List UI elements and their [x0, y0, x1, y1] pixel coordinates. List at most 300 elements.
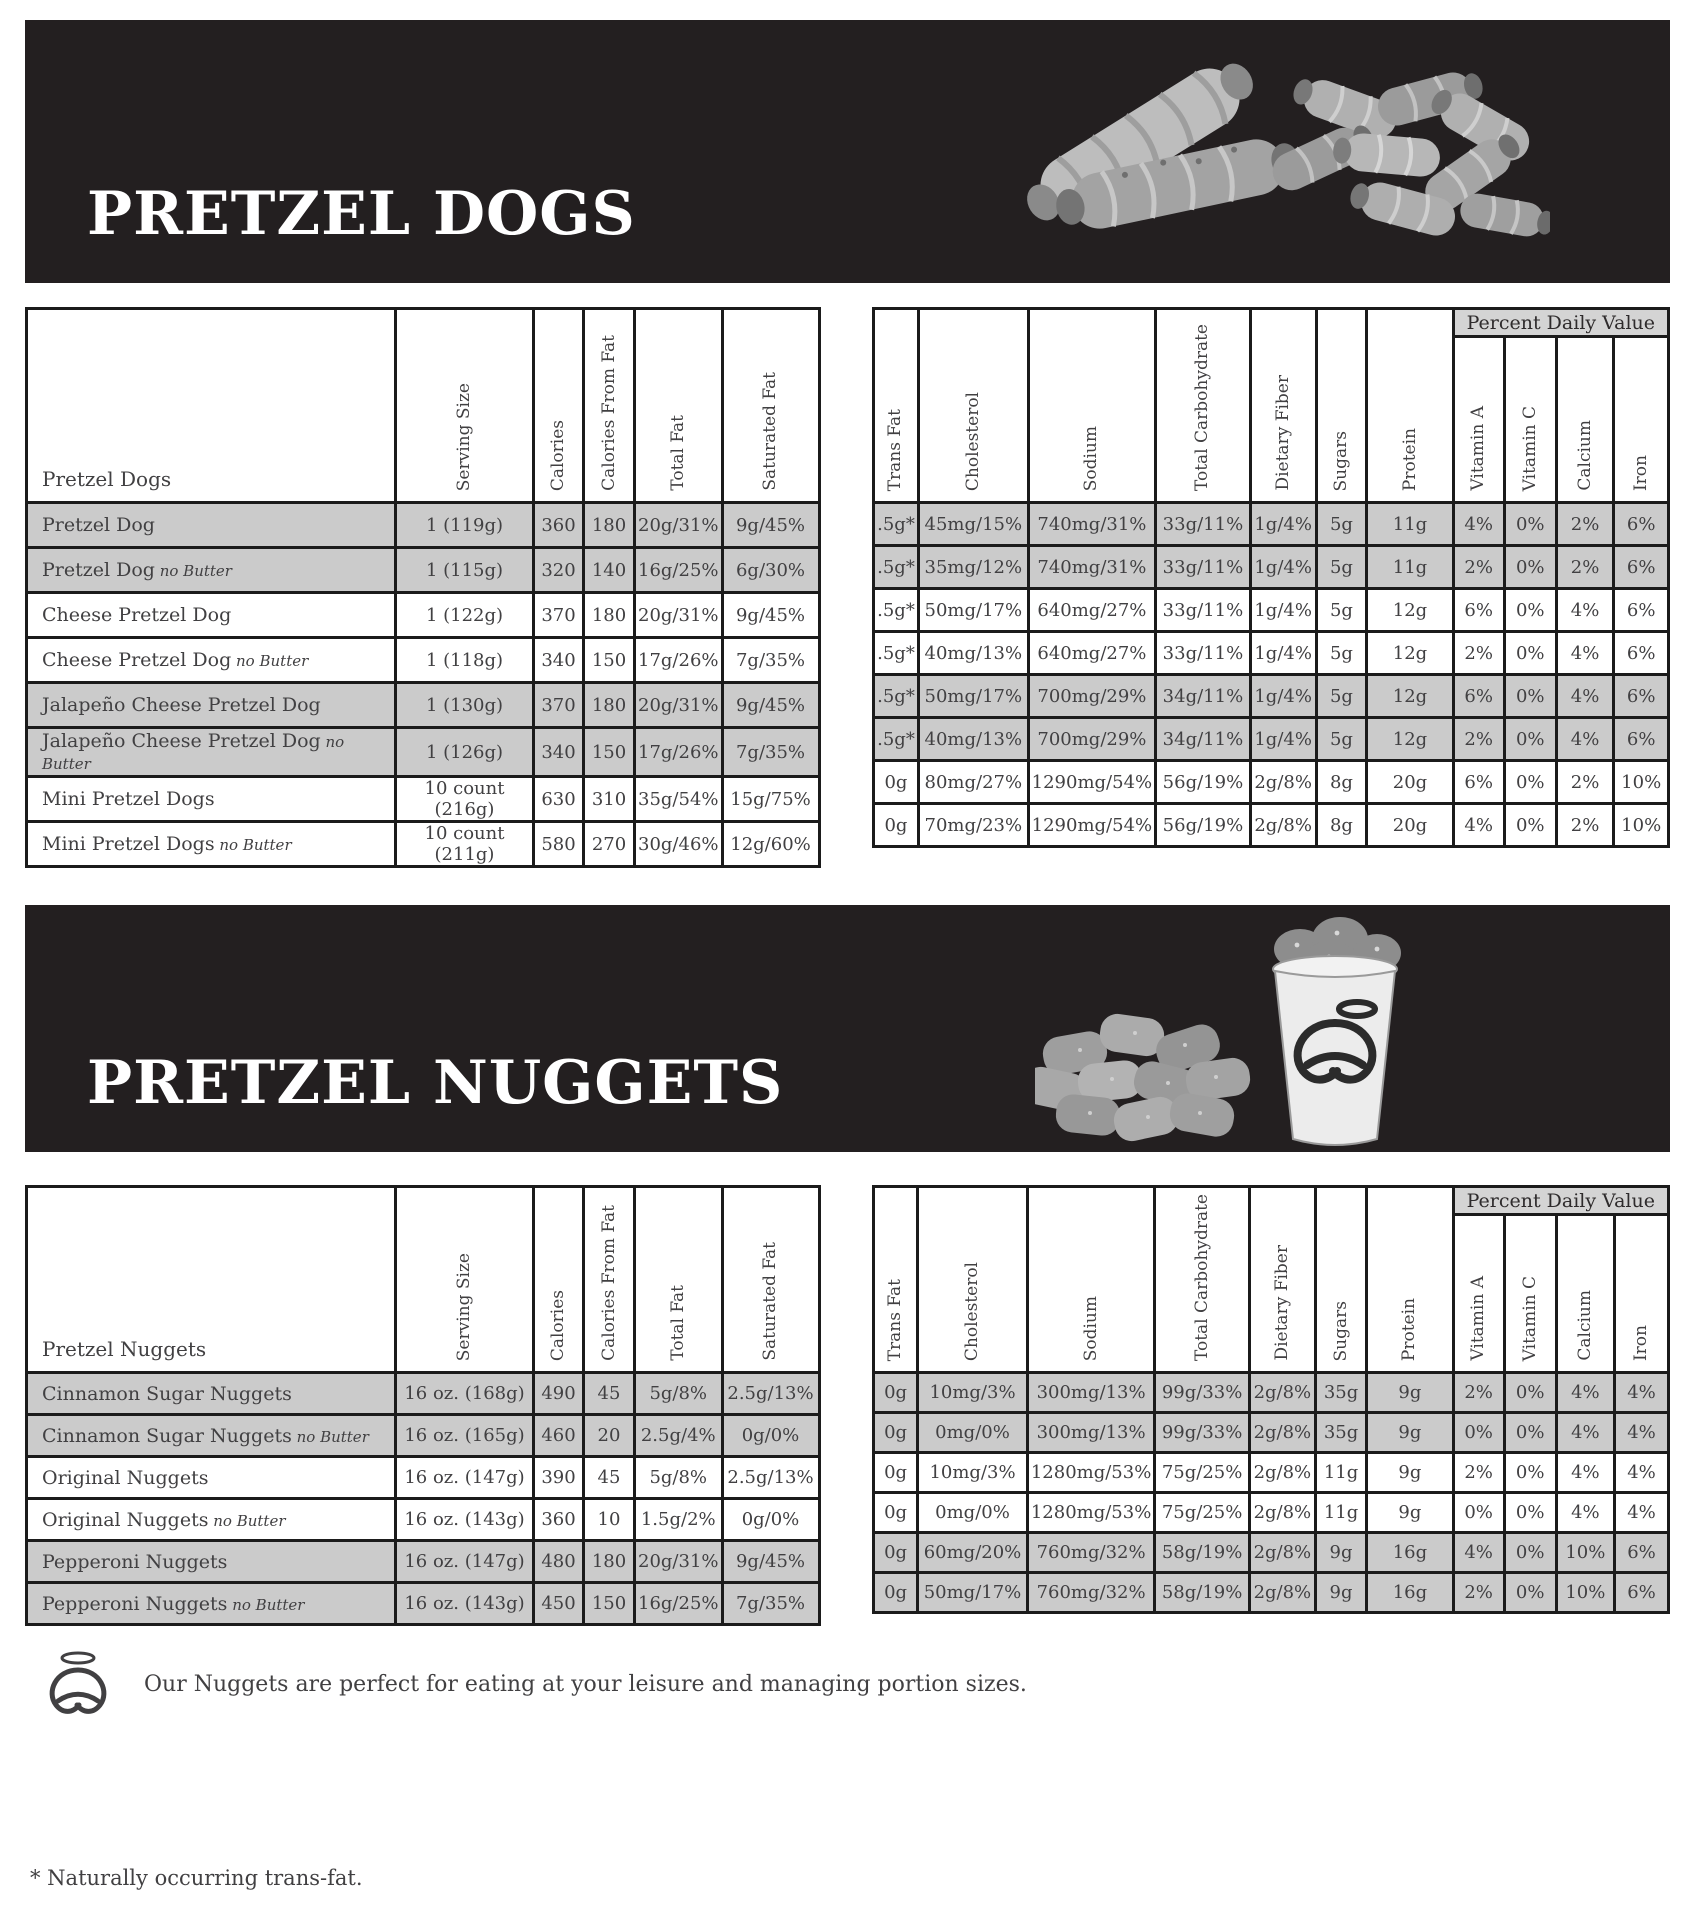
value-cell: 33g/11%: [1156, 503, 1251, 546]
table-row: [874, 632, 1669, 675]
row-name: Mini Pretzel Dogs: [27, 777, 396, 822]
table-row: [874, 1573, 1669, 1613]
value-cell: 300mg/13%: [1027, 1373, 1154, 1413]
value-cell: 480: [534, 1541, 584, 1583]
value-cell: 1g/4%: [1250, 503, 1316, 546]
value-cell: 16 oz. (143g): [396, 1583, 534, 1625]
value-cell: 20g: [1367, 804, 1453, 847]
col-serving-size: Serving Size: [396, 1187, 534, 1373]
value-cell: 2g/8%: [1249, 1493, 1315, 1533]
value-cell: 5g/8%: [635, 1457, 723, 1499]
row-name: Original Nuggets no Butter: [27, 1499, 396, 1541]
col-cholesterol: Cholesterol: [918, 1187, 1028, 1373]
table-row: [27, 1373, 820, 1415]
value-cell: 58g/19%: [1155, 1573, 1250, 1613]
value-cell: 580: [534, 822, 584, 867]
pretzel-dogs-banner: [25, 20, 1670, 283]
value-cell: 0%: [1504, 632, 1556, 675]
value-cell: 2%: [1556, 546, 1614, 589]
value-cell: 10mg/3%: [918, 1453, 1028, 1493]
value-cell: 0mg/0%: [918, 1413, 1028, 1453]
table-row: [874, 718, 1669, 761]
value-cell: 9g/45%: [722, 1541, 819, 1583]
value-cell: 11g: [1367, 503, 1453, 546]
row-name: Pretzel Dog: [27, 503, 396, 548]
row-name: Pepperoni Nuggets: [27, 1541, 396, 1583]
value-cell: 1 (126g): [396, 728, 534, 777]
value-cell: .5g*: [874, 589, 919, 632]
value-cell: 20g/31%: [635, 683, 723, 728]
value-cell: 20: [584, 1415, 635, 1457]
value-cell: 640mg/27%: [1028, 632, 1155, 675]
value-cell: 75g/25%: [1155, 1453, 1250, 1493]
value-cell: 45: [584, 1457, 635, 1499]
value-cell: 10%: [1556, 1533, 1614, 1573]
row-name: Cheese Pretzel Dog: [27, 593, 396, 638]
table-row: [27, 822, 820, 867]
value-cell: 1280mg/53%: [1027, 1493, 1154, 1533]
value-cell: 1290mg/54%: [1028, 761, 1155, 804]
pretzel-dogs-photo: [1010, 42, 1550, 262]
value-cell: 33g/11%: [1156, 632, 1251, 675]
value-cell: 2g/8%: [1249, 1373, 1315, 1413]
value-cell: 4%: [1556, 1373, 1614, 1413]
value-cell: 5g: [1316, 546, 1367, 589]
value-cell: 0g: [874, 1533, 918, 1573]
value-cell: 4%: [1615, 1493, 1669, 1533]
value-cell: 0%: [1504, 761, 1556, 804]
value-cell: 1g/4%: [1250, 718, 1316, 761]
value-cell: .5g*: [874, 718, 919, 761]
value-cell: 16 oz. (147g): [396, 1541, 534, 1583]
table-row: [27, 638, 820, 683]
value-cell: 6%: [1614, 718, 1669, 761]
nuggets-right-table: [872, 1185, 1670, 1614]
value-cell: 1g/4%: [1250, 589, 1316, 632]
value-cell: 20g/31%: [635, 503, 723, 548]
value-cell: 0%: [1504, 1573, 1556, 1613]
value-cell: 6%: [1615, 1533, 1669, 1573]
value-cell: 180: [584, 1541, 635, 1583]
value-cell: 1290mg/54%: [1028, 804, 1155, 847]
value-cell: 0g: [874, 1573, 918, 1613]
row-name: Cinnamon Sugar Nuggets no Butter: [27, 1415, 396, 1457]
value-cell: 1g/4%: [1250, 546, 1316, 589]
table-row: [874, 675, 1669, 718]
value-cell: 34g/11%: [1156, 718, 1251, 761]
value-cell: 10 count (211g): [396, 822, 534, 867]
col-trans-fat: Trans Fat: [874, 1187, 918, 1373]
value-cell: .5g*: [874, 632, 919, 675]
value-cell: 5g: [1316, 718, 1367, 761]
value-cell: 700mg/29%: [1028, 718, 1155, 761]
value-cell: 0g: [874, 1453, 918, 1493]
table-label: Pretzel Dogs: [27, 309, 396, 503]
row-name: Pretzel Dog no Butter: [27, 548, 396, 593]
table-row: [27, 728, 820, 777]
value-cell: 0%: [1504, 1373, 1556, 1413]
value-cell: 30g/46%: [635, 822, 723, 867]
nuggets-note-text: Our Nuggets are perfect for eating at your leisure and managing portion sizes.: [144, 1671, 1027, 1697]
value-cell: 1 (122g): [396, 593, 534, 638]
value-cell: 20g: [1367, 761, 1453, 804]
value-cell: 9g: [1367, 1413, 1453, 1453]
table-row: [27, 1499, 820, 1541]
value-cell: 0g: [874, 804, 919, 847]
table-row: [874, 546, 1669, 589]
value-cell: 1 (119g): [396, 503, 534, 548]
value-cell: 16g: [1367, 1533, 1453, 1573]
table-row: [27, 548, 820, 593]
value-cell: 2%: [1453, 1573, 1504, 1613]
value-cell: 300mg/13%: [1027, 1413, 1154, 1453]
value-cell: 2%: [1556, 761, 1614, 804]
value-cell: 270: [584, 822, 635, 867]
value-cell: 17g/26%: [635, 638, 723, 683]
value-cell: 0%: [1504, 589, 1556, 632]
trans-fat-footnote: * Naturally occurring trans-fat.: [30, 1866, 363, 1890]
value-cell: 5g: [1316, 675, 1367, 718]
value-cell: 2g/8%: [1249, 1533, 1315, 1573]
value-cell: 0mg/0%: [918, 1493, 1028, 1533]
col-dietary-fiber: Dietary Fiber: [1249, 1187, 1315, 1373]
value-cell: 2g/8%: [1250, 804, 1316, 847]
header-row: [874, 1187, 1669, 1215]
value-cell: 2%: [1556, 804, 1614, 847]
percent-daily-value-header: Percent Daily Value: [1453, 1187, 1668, 1215]
value-cell: 11g: [1315, 1493, 1366, 1533]
value-cell: 180: [584, 503, 635, 548]
col-sodium: Sodium: [1028, 309, 1155, 503]
value-cell: 9g/45%: [722, 503, 819, 548]
value-cell: 5g: [1316, 632, 1367, 675]
value-cell: 4%: [1556, 1493, 1614, 1533]
value-cell: 340: [534, 638, 584, 683]
value-cell: 1.5g/2%: [635, 1499, 723, 1541]
table-row: [874, 1533, 1669, 1573]
col-trans-fat: Trans Fat: [874, 309, 919, 503]
nuggets-tables: [25, 1185, 1670, 1615]
table-row: [874, 1453, 1669, 1493]
value-cell: 33g/11%: [1156, 589, 1251, 632]
value-cell: 56g/19%: [1156, 804, 1251, 847]
col-total-fat: Total Fat: [635, 1187, 723, 1373]
value-cell: 8g: [1316, 804, 1367, 847]
value-cell: 1280mg/53%: [1027, 1453, 1154, 1493]
col-vitamin-a: Vitamin A: [1453, 337, 1504, 503]
value-cell: 4%: [1556, 632, 1614, 675]
value-cell: 4%: [1453, 1533, 1504, 1573]
value-cell: 7g/35%: [722, 1583, 819, 1625]
value-cell: 11g: [1367, 546, 1453, 589]
value-cell: 60mg/20%: [918, 1533, 1028, 1573]
value-cell: 16g: [1367, 1573, 1453, 1613]
value-cell: 40mg/13%: [918, 632, 1028, 675]
value-cell: 11g: [1315, 1453, 1366, 1493]
value-cell: .5g*: [874, 675, 919, 718]
table-row: [27, 1541, 820, 1583]
value-cell: 16 oz. (143g): [396, 1499, 534, 1541]
value-cell: 2%: [1453, 632, 1504, 675]
table-label: Pretzel Nuggets: [27, 1187, 396, 1373]
row-name: Cheese Pretzel Dog no Butter: [27, 638, 396, 683]
value-cell: 7g/35%: [722, 728, 819, 777]
value-cell: 0%: [1504, 503, 1556, 546]
value-cell: 6%: [1614, 589, 1669, 632]
value-cell: 50mg/17%: [918, 675, 1028, 718]
value-cell: 2g/8%: [1249, 1453, 1315, 1493]
table-row: [27, 503, 820, 548]
value-cell: 75g/25%: [1155, 1493, 1250, 1533]
value-cell: 9g: [1367, 1453, 1453, 1493]
value-cell: 5g: [1316, 503, 1367, 546]
header-row: [874, 309, 1669, 337]
table-row: [27, 1415, 820, 1457]
col-total-fat: Total Fat: [635, 309, 723, 503]
value-cell: 9g: [1315, 1533, 1366, 1573]
value-cell: 390: [534, 1457, 584, 1499]
value-cell: 5g: [1316, 589, 1367, 632]
value-cell: 8g: [1316, 761, 1367, 804]
value-cell: 0g/0%: [722, 1499, 819, 1541]
value-cell: 0g: [874, 1373, 918, 1413]
value-cell: 16g/25%: [635, 548, 723, 593]
value-cell: 7g/35%: [722, 638, 819, 683]
col-sodium: Sodium: [1027, 1187, 1154, 1373]
value-cell: 760mg/32%: [1027, 1573, 1154, 1613]
value-cell: 0g/0%: [722, 1415, 819, 1457]
col-saturated-fat: Saturated Fat: [722, 1187, 819, 1373]
value-cell: 0%: [1504, 718, 1556, 761]
value-cell: 16 oz. (147g): [396, 1457, 534, 1499]
table-row: [27, 683, 820, 728]
nuggets-note: [40, 1648, 1027, 1720]
value-cell: 0%: [1453, 1493, 1504, 1533]
col-vitamin-a: Vitamin A: [1453, 1215, 1504, 1373]
table-row: [27, 1583, 820, 1625]
col-vitamin-c: Vitamin C: [1504, 1215, 1556, 1373]
value-cell: 33g/11%: [1156, 546, 1251, 589]
pretzel-nuggets-banner: [25, 905, 1670, 1152]
col-calories: Calories: [534, 309, 584, 503]
row-name: Pepperoni Nuggets no Butter: [27, 1583, 396, 1625]
section-title-dogs: PRETZEL DOGS: [87, 179, 636, 249]
percent-daily-value-header: Percent Daily Value: [1453, 309, 1668, 337]
table-row: [874, 589, 1669, 632]
value-cell: 58g/19%: [1155, 1533, 1250, 1573]
value-cell: 9g: [1367, 1373, 1453, 1413]
col-calories: Calories: [534, 1187, 584, 1373]
table-row: [874, 804, 1669, 847]
value-cell: 35g: [1315, 1373, 1366, 1413]
value-cell: 4%: [1556, 589, 1614, 632]
value-cell: 50mg/17%: [918, 1573, 1028, 1613]
col-calories-from-fat: Calories From Fat: [584, 1187, 635, 1373]
value-cell: 6%: [1614, 632, 1669, 675]
table-row: [874, 1493, 1669, 1533]
value-cell: 2%: [1453, 1373, 1504, 1413]
value-cell: 9g: [1367, 1493, 1453, 1533]
value-cell: 180: [584, 593, 635, 638]
col-vitamin-c: Vitamin C: [1504, 337, 1556, 503]
value-cell: 4%: [1556, 675, 1614, 718]
value-cell: 15g/75%: [722, 777, 819, 822]
value-cell: 450: [534, 1583, 584, 1625]
col-dietary-fiber: Dietary Fiber: [1250, 309, 1316, 503]
value-cell: 2g/8%: [1250, 761, 1316, 804]
col-total-carbohydrate: Total Carbohydrate: [1156, 309, 1251, 503]
pretzel-nuggets-photo: [1035, 905, 1455, 1152]
value-cell: 12g: [1367, 589, 1453, 632]
value-cell: 700mg/29%: [1028, 675, 1155, 718]
col-calcium: Calcium: [1556, 337, 1614, 503]
col-serving-size: Serving Size: [396, 309, 534, 503]
row-name: Jalapeño Cheese Pretzel Dog: [27, 683, 396, 728]
col-calcium: Calcium: [1556, 1215, 1614, 1373]
value-cell: 5g/8%: [635, 1373, 723, 1415]
value-cell: 20g/31%: [635, 593, 723, 638]
value-cell: 12g/60%: [722, 822, 819, 867]
value-cell: 12g: [1367, 632, 1453, 675]
value-cell: 10%: [1556, 1573, 1614, 1613]
value-cell: 6%: [1614, 546, 1669, 589]
value-cell: 40mg/13%: [918, 718, 1028, 761]
value-cell: 150: [584, 638, 635, 683]
col-sugars: Sugars: [1315, 1187, 1366, 1373]
value-cell: 360: [534, 503, 584, 548]
value-cell: 45mg/15%: [918, 503, 1028, 546]
col-sugars: Sugars: [1316, 309, 1367, 503]
value-cell: 150: [584, 1583, 635, 1625]
row-name: Mini Pretzel Dogs no Butter: [27, 822, 396, 867]
value-cell: 20g/31%: [635, 1541, 723, 1583]
value-cell: 2%: [1453, 718, 1504, 761]
value-cell: 360: [534, 1499, 584, 1541]
value-cell: 70mg/23%: [918, 804, 1028, 847]
value-cell: 370: [534, 683, 584, 728]
value-cell: 10mg/3%: [918, 1373, 1028, 1413]
value-cell: 4%: [1556, 1413, 1614, 1453]
value-cell: 340: [534, 728, 584, 777]
value-cell: 12g: [1367, 675, 1453, 718]
col-iron: Iron: [1614, 337, 1669, 503]
value-cell: 4%: [1556, 1453, 1614, 1493]
dogs-tables: [25, 307, 1670, 865]
value-cell: 10: [584, 1499, 635, 1541]
value-cell: 740mg/31%: [1028, 503, 1155, 546]
value-cell: 0g: [874, 1413, 918, 1453]
value-cell: 140: [584, 548, 635, 593]
table-row: [27, 777, 820, 822]
row-name: Cinnamon Sugar Nuggets: [27, 1373, 396, 1415]
section-title-nuggets: PRETZEL NUGGETS: [87, 1048, 784, 1118]
value-cell: 99g/33%: [1155, 1413, 1250, 1453]
col-iron: Iron: [1615, 1215, 1669, 1373]
table-row: [27, 1457, 820, 1499]
value-cell: 6g/30%: [722, 548, 819, 593]
value-cell: 16 oz. (168g): [396, 1373, 534, 1415]
value-cell: .5g*: [874, 546, 919, 589]
value-cell: 6%: [1614, 675, 1669, 718]
col-total-carbohydrate: Total Carbohydrate: [1155, 1187, 1250, 1373]
value-cell: 6%: [1614, 503, 1669, 546]
value-cell: 9g/45%: [722, 593, 819, 638]
value-cell: 2%: [1556, 503, 1614, 546]
value-cell: 12g: [1367, 718, 1453, 761]
value-cell: 16g/25%: [635, 1583, 723, 1625]
value-cell: 16 oz. (165g): [396, 1415, 534, 1457]
value-cell: 2.5g/4%: [635, 1415, 723, 1457]
col-cholesterol: Cholesterol: [918, 309, 1028, 503]
col-protein: Protein: [1367, 1187, 1453, 1373]
value-cell: 2.5g/13%: [722, 1457, 819, 1499]
value-cell: 0%: [1453, 1413, 1504, 1453]
value-cell: .5g*: [874, 503, 919, 546]
value-cell: 1g/4%: [1250, 675, 1316, 718]
row-name: Jalapeño Cheese Pretzel Dog no Butter: [27, 728, 396, 777]
value-cell: 2g/8%: [1249, 1573, 1315, 1613]
value-cell: 1g/4%: [1250, 632, 1316, 675]
value-cell: 0%: [1504, 675, 1556, 718]
value-cell: 10 count (216g): [396, 777, 534, 822]
value-cell: 0%: [1504, 1533, 1556, 1573]
value-cell: 0%: [1504, 804, 1556, 847]
value-cell: 370: [534, 593, 584, 638]
pretzel-halo-icon: [40, 1648, 116, 1720]
value-cell: 1 (118g): [396, 638, 534, 683]
value-cell: 4%: [1615, 1413, 1669, 1453]
table-row: [874, 761, 1669, 804]
value-cell: 310: [584, 777, 635, 822]
value-cell: 35g/54%: [635, 777, 723, 822]
value-cell: 99g/33%: [1155, 1373, 1250, 1413]
value-cell: 2%: [1453, 546, 1504, 589]
value-cell: 320: [534, 548, 584, 593]
value-cell: 50mg/17%: [918, 589, 1028, 632]
value-cell: 0%: [1504, 1493, 1556, 1533]
header-row: [27, 309, 820, 503]
value-cell: 10%: [1614, 761, 1669, 804]
dogs-right-table: [872, 307, 1670, 848]
value-cell: 35mg/12%: [918, 546, 1028, 589]
value-cell: 10%: [1614, 804, 1669, 847]
value-cell: 150: [584, 728, 635, 777]
value-cell: 6%: [1453, 589, 1504, 632]
value-cell: 0%: [1504, 546, 1556, 589]
value-cell: 0%: [1504, 1453, 1556, 1493]
value-cell: 2%: [1453, 1453, 1504, 1493]
value-cell: 2g/8%: [1249, 1413, 1315, 1453]
value-cell: 56g/19%: [1156, 761, 1251, 804]
value-cell: 4%: [1615, 1453, 1669, 1493]
col-saturated-fat: Saturated Fat: [722, 309, 819, 503]
col-calories-from-fat: Calories From Fat: [584, 309, 635, 503]
row-name: Original Nuggets: [27, 1457, 396, 1499]
dogs-left-table: [25, 307, 821, 868]
table-row: [874, 1413, 1669, 1453]
table-row: [874, 1373, 1669, 1413]
value-cell: 35g: [1315, 1413, 1366, 1453]
value-cell: 630: [534, 777, 584, 822]
value-cell: 4%: [1453, 503, 1504, 546]
col-protein: Protein: [1367, 309, 1453, 503]
value-cell: 9g/45%: [722, 683, 819, 728]
value-cell: 760mg/32%: [1027, 1533, 1154, 1573]
header-row: [27, 1187, 820, 1373]
value-cell: 1 (130g): [396, 683, 534, 728]
value-cell: 490: [534, 1373, 584, 1415]
value-cell: 4%: [1556, 718, 1614, 761]
